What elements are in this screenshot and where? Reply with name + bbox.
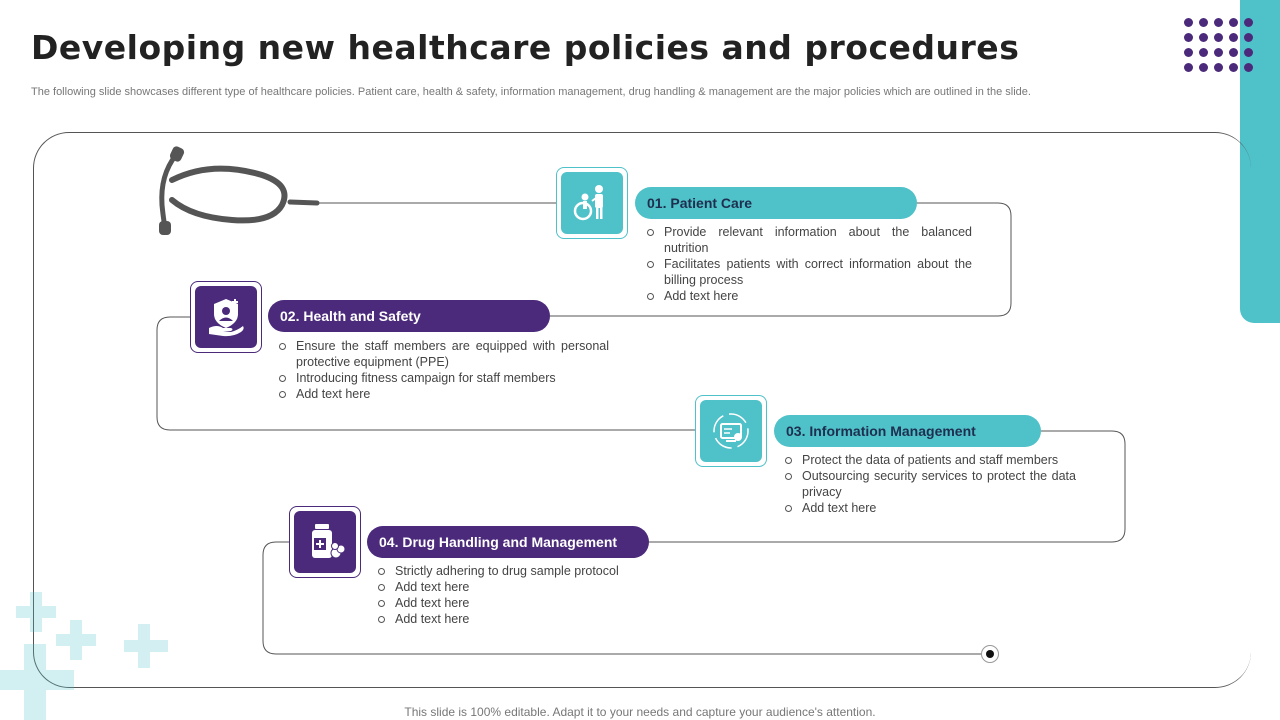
page-title: Developing new healthcare policies and procedures <box>31 28 1020 67</box>
timeline-end-marker <box>981 645 999 663</box>
health-safety-icon <box>205 296 247 338</box>
list-item: Facilitates patients with correct information about the billing process <box>646 256 972 288</box>
policy-4-points <box>377 563 657 627</box>
list-item: Add text here <box>646 288 972 304</box>
footer-note: This slide is 100% editable. Adapt it to your needs and capture your audience's attention. <box>404 705 876 719</box>
policy-4-icon-box <box>289 506 361 578</box>
policy-3-icon-box <box>695 395 767 467</box>
stethoscope-icon <box>152 145 322 240</box>
policy-1-label: 01. Patient Care <box>635 187 917 219</box>
policy-1-points <box>646 224 972 304</box>
policy-1-icon-box <box>556 167 628 239</box>
policy-4-label: 04. Drug Handling and Management <box>367 526 649 558</box>
page-subtitle: The following slide showcases different type of healthcare policies. Patient care, health & safety, information management, drug handling & management are the major policies which are outlined in the slide. <box>31 86 1031 98</box>
drug-bottle-icon <box>304 521 346 563</box>
list-item: Ensure the staff members are equipped with personal protective equipment (PPE) <box>278 338 609 370</box>
information-management-icon <box>710 410 752 452</box>
list-item: Provide relevant information about the balanced nutrition <box>646 224 972 256</box>
patient-care-icon <box>572 183 612 223</box>
list-item: Add text here <box>278 386 609 402</box>
list-item: Protect the data of patients and staff members <box>784 452 1076 468</box>
list-item: Add text here <box>784 500 1076 516</box>
policy-3-label: 03. Information Management <box>774 415 1041 447</box>
policy-2-label: 02. Health and Safety <box>268 300 550 332</box>
policy-3-points <box>784 452 1076 516</box>
medical-cross-decoration <box>0 590 180 720</box>
list-item: Add text here <box>377 611 657 627</box>
list-item: Add text here <box>377 579 657 595</box>
list-item: Strictly adhering to drug sample protocol <box>377 563 657 579</box>
policy-2-points <box>278 338 609 402</box>
list-item: Introducing fitness campaign for staff members <box>278 370 609 386</box>
list-item: Add text here <box>377 595 657 611</box>
list-item: Outsourcing security services to protect the data privacy <box>784 468 1076 500</box>
policy-2-icon-box <box>190 281 262 353</box>
